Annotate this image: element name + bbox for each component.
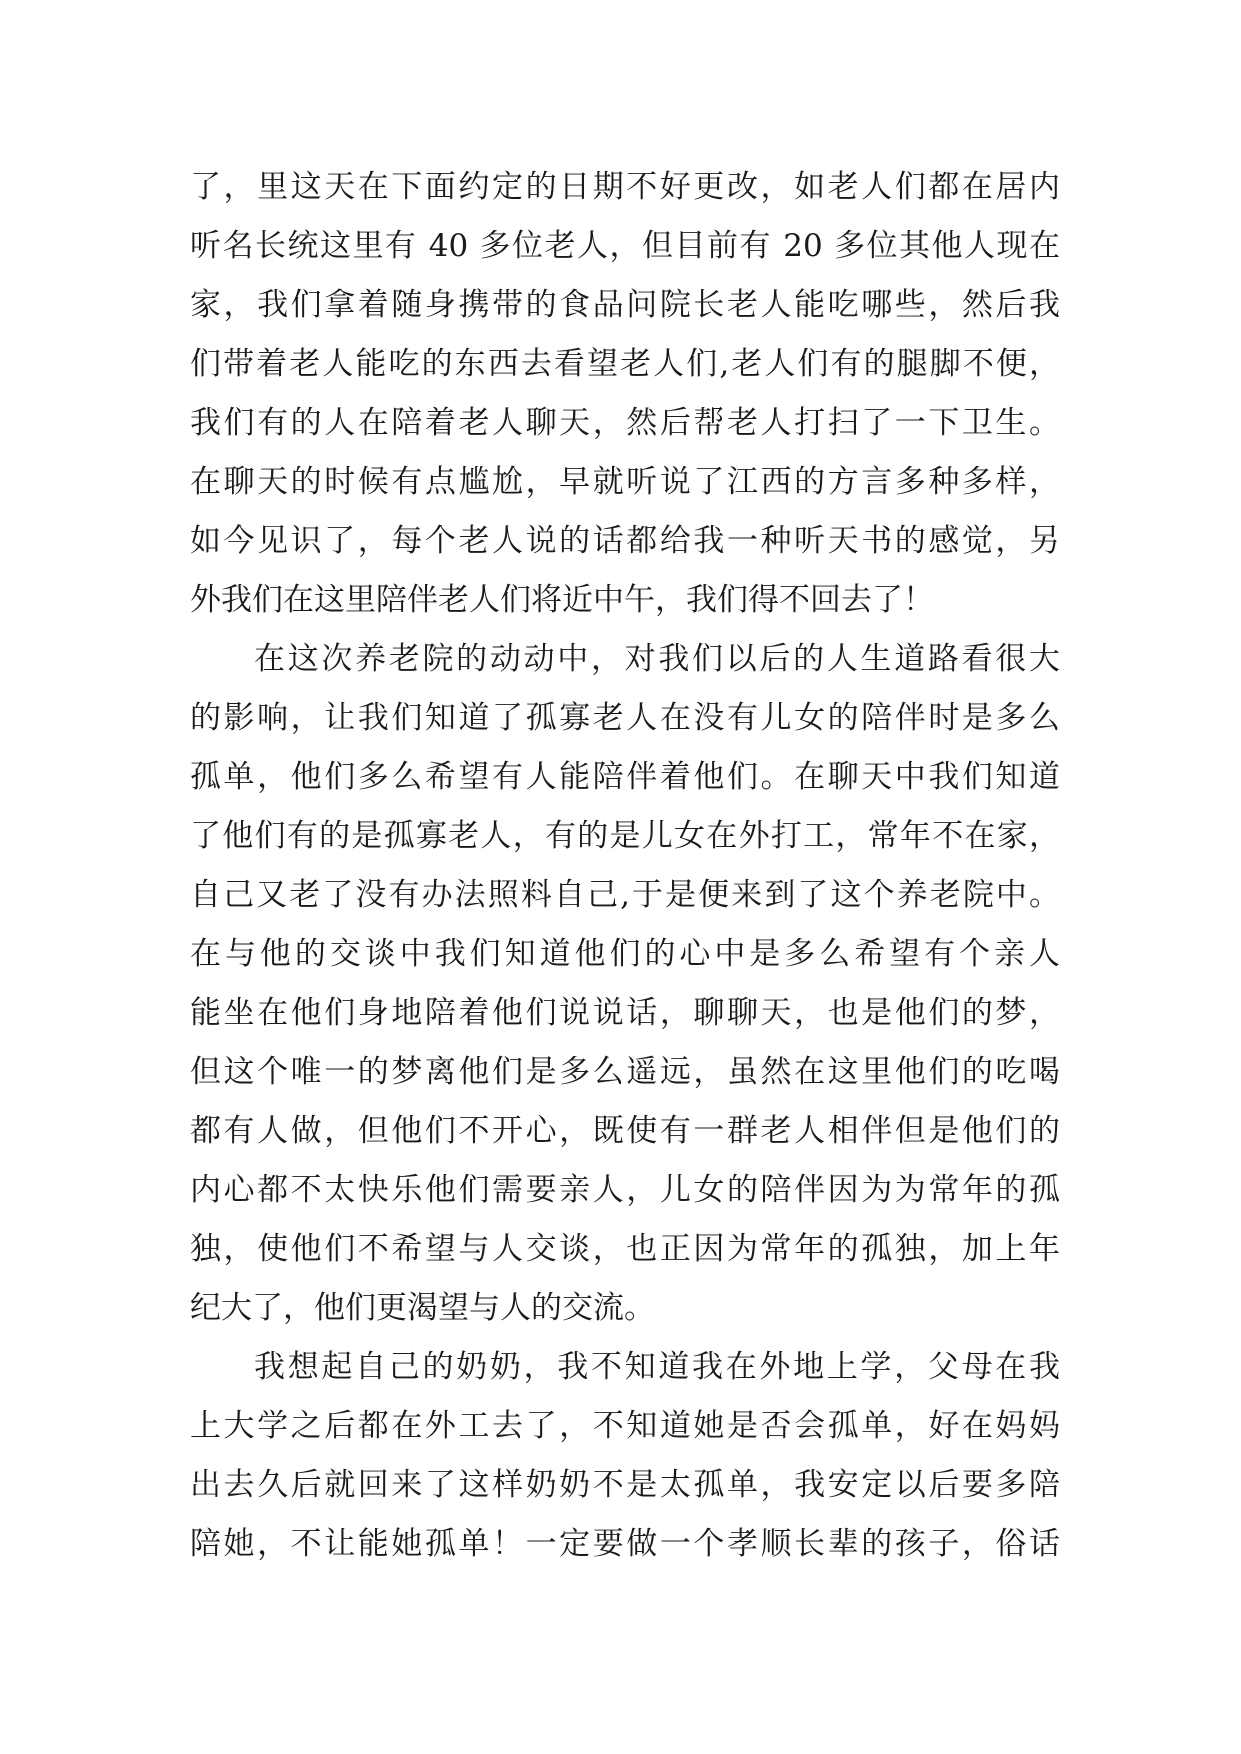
text-line: 外我们在这里陪伴老人们将近中午，我们得不回去了！ (190, 582, 934, 618)
text-line: 自己又老了没有办法照料自己,于是便来到了这个养老院中。 (190, 877, 1060, 913)
text-line: 听名长统这里有 40 多位老人，但目前有 20 多位其他人现在 (190, 228, 1060, 264)
body-text (190, 158, 1060, 1574)
text-line: 都有人做，但他们不开心，既使有一群老人相伴但是他们的 (190, 1113, 1060, 1149)
paragraph-first-line: 我想起自己的奶奶，我不知道我在外地上学，父母在我 (254, 1349, 1060, 1385)
text-line: 孤单，他们多么希望有人能陪伴着他们。在聊天中我们知道 (190, 759, 1060, 795)
text-line: 上大学之后都在外工去了，不知道她是否会孤单，好在妈妈 (190, 1408, 1060, 1444)
text-line: 如今见识了，每个老人说的话都给我一种听天书的感觉，另 (190, 523, 1060, 559)
text-line: 陪她，不让能她孤单！一定要做一个孝顺长辈的孩子，俗话 (190, 1526, 1060, 1562)
text-line: 我们有的人在陪着老人聊天，然后帮老人打扫了一下卫生。 (190, 405, 1060, 441)
text-line: 出去久后就回来了这样奶奶不是太孤单，我安定以后要多陪 (190, 1467, 1060, 1503)
text-line: 了他们有的是孤寡老人，有的是儿女在外打工，常年不在家， (190, 818, 1060, 854)
text-line: 内心都不太快乐他们需要亲人，儿女的陪伴因为为常年的孤 (190, 1172, 1060, 1208)
text-line: 能坐在他们身地陪着他们说说话，聊聊天，也是他们的梦， (190, 995, 1060, 1031)
text-line: 了，里这天在下面约定的日期不好更改，如老人们都在居内 (190, 169, 1060, 205)
text-line: 在与他的交谈中我们知道他们的心中是多么希望有个亲人 (190, 936, 1060, 972)
text-line: 们带着老人能吃的东西去看望老人们,老人们有的腿脚不便， (190, 346, 1060, 382)
text-line: 独，使他们不希望与人交谈，也正因为常年的孤独，加上年 (190, 1231, 1060, 1267)
text-line: 但这个唯一的梦离他们是多么遥远，虽然在这里他们的吃喝 (190, 1054, 1060, 1090)
text-line: 的影响，让我们知道了孤寡老人在没有儿女的陪伴时是多么 (190, 700, 1060, 736)
text-line: 家，我们拿着随身携带的食品问院长老人能吃哪些，然后我 (190, 287, 1060, 323)
text-line: 在聊天的时候有点尴尬，早就听说了江西的方言多种多样， (190, 464, 1060, 500)
text-line: 纪大了，他们更渴望与人的交流。 (190, 1290, 655, 1326)
paragraph-first-line: 在这次养老院的动动中，对我们以后的人生道路看很大 (254, 641, 1060, 677)
